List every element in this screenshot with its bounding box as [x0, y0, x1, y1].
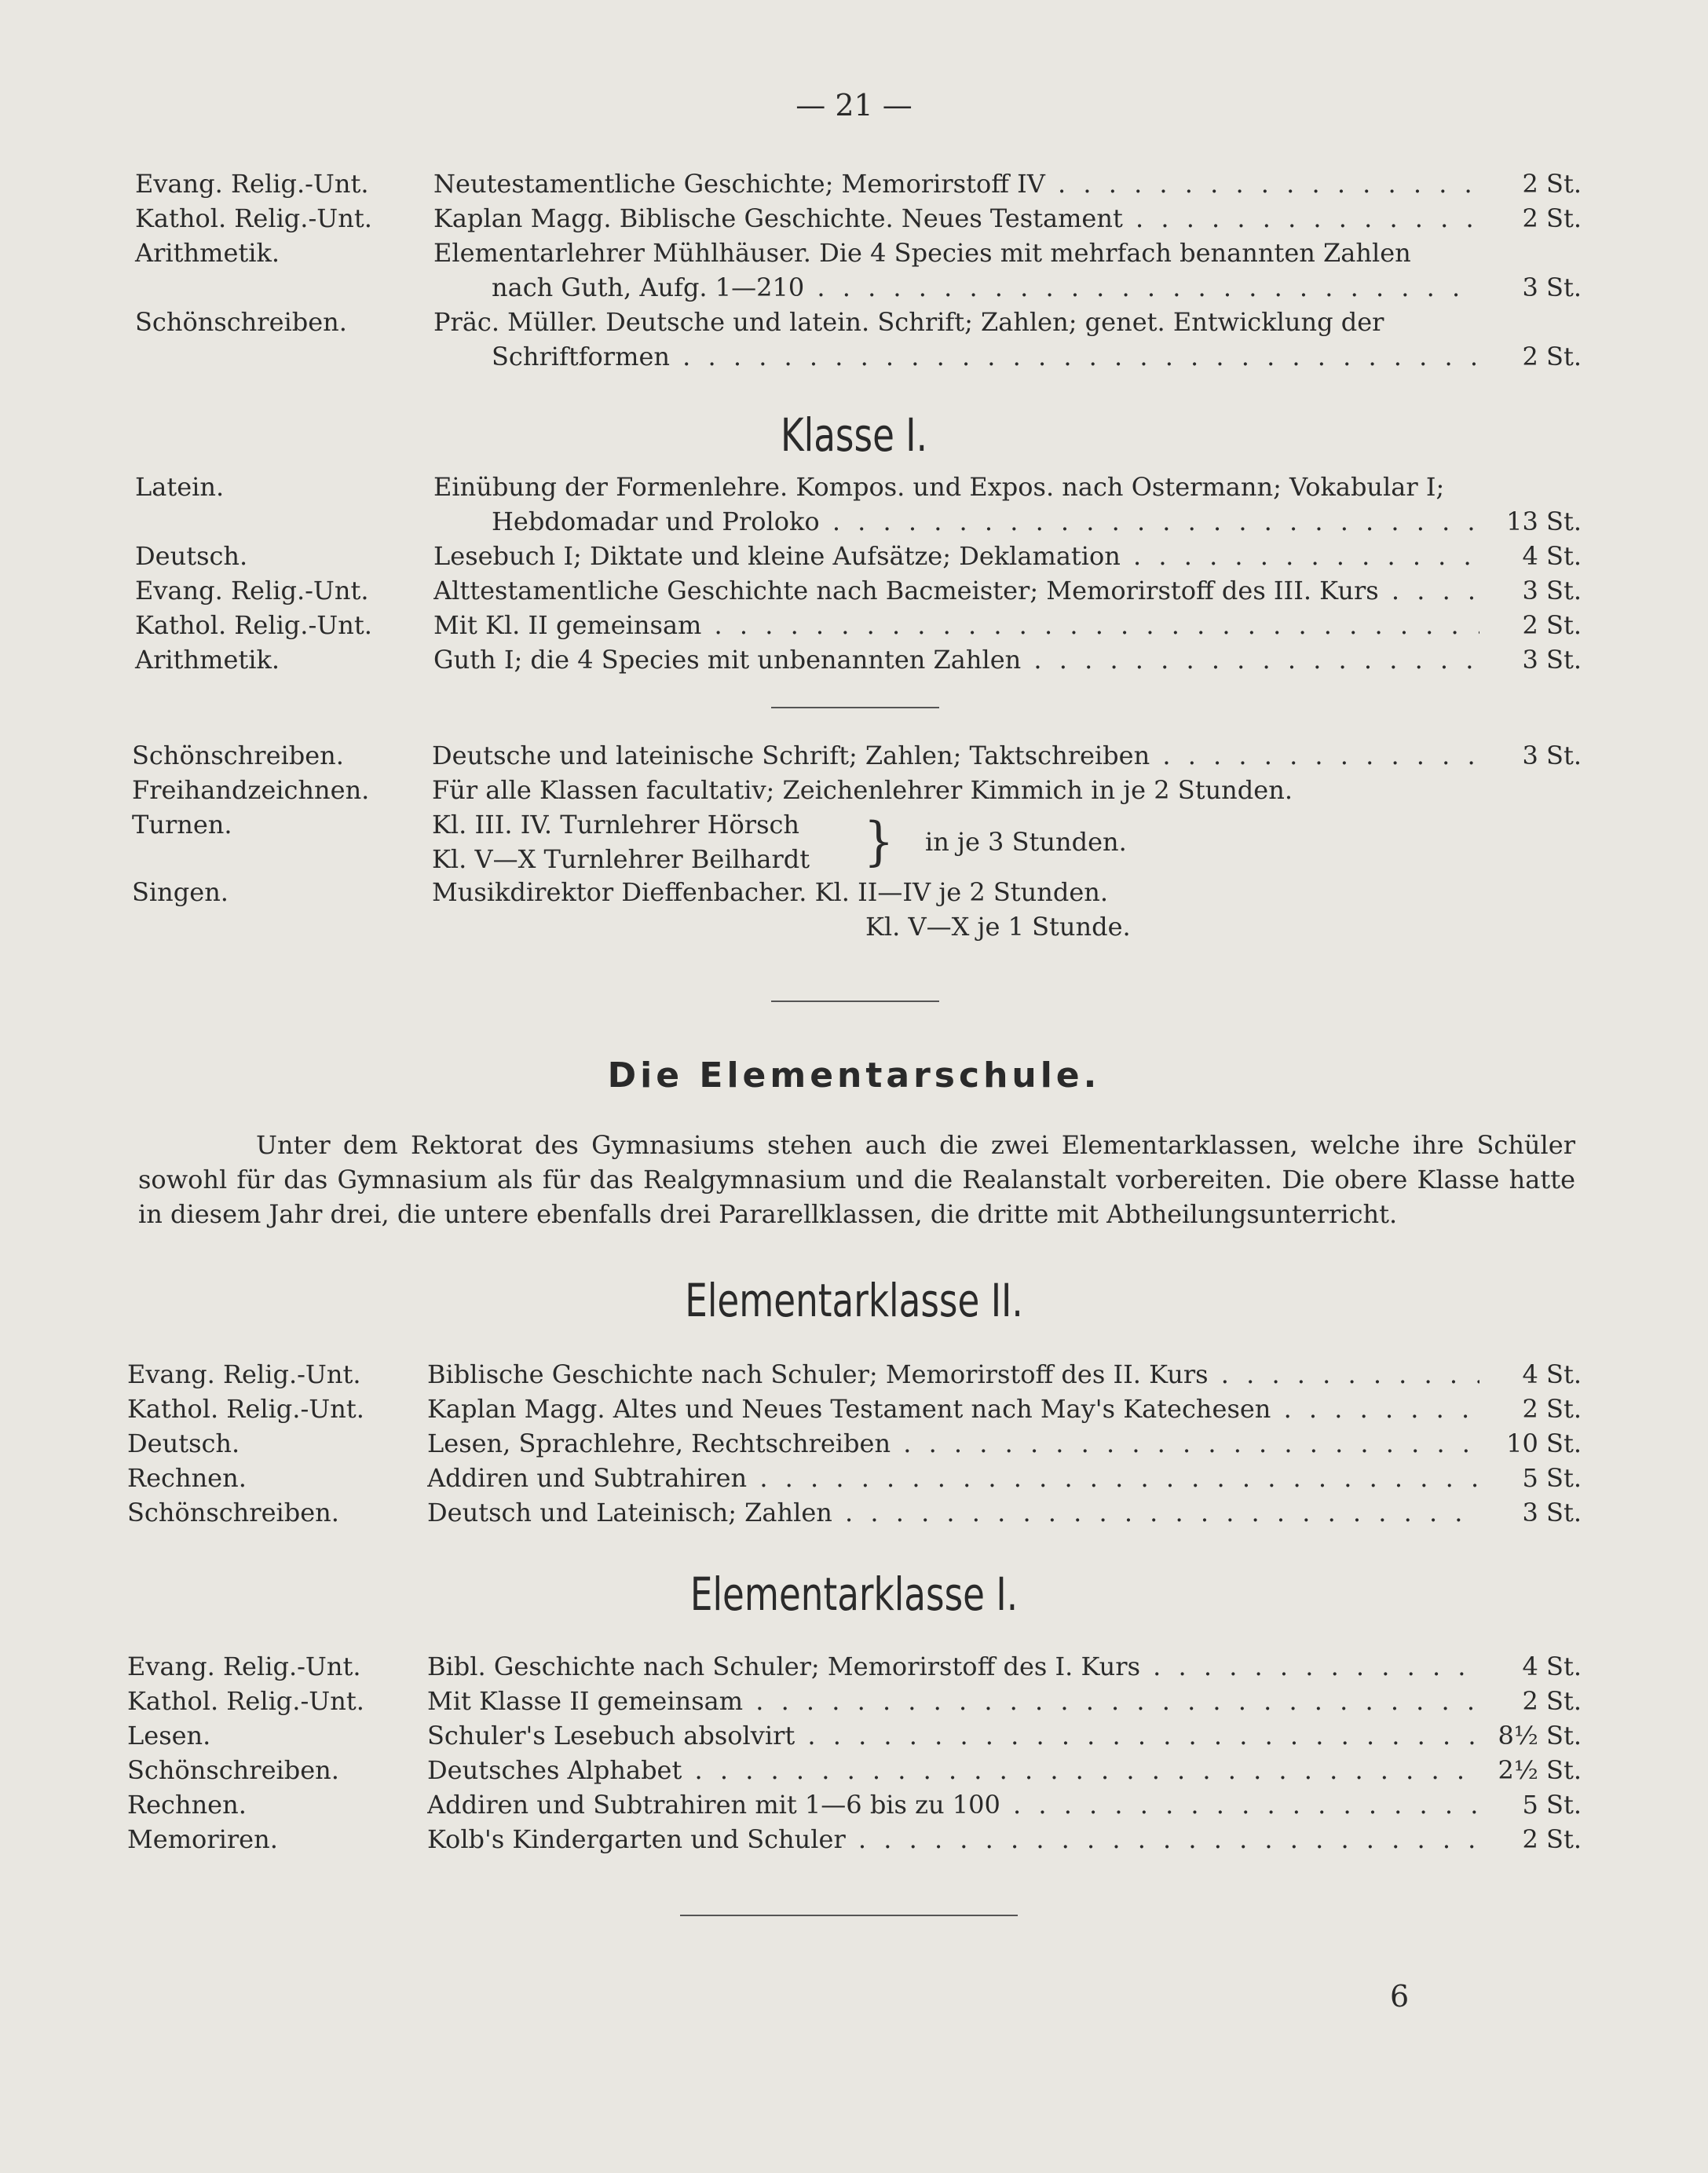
table-row	[135, 573, 1582, 608]
turnen-suffix: in je 3 Stunden.	[925, 827, 1127, 857]
table-row	[135, 642, 1582, 677]
divider-2	[771, 1001, 939, 1002]
row-description: Biblische Geschichte nach Schuler; Memorirstoff des II. Kurs . . .	[427, 1357, 1479, 1392]
row-description: Lesen, Sprachlehre, Rechtschreiben . . .	[427, 1426, 1479, 1461]
klasse1-table	[135, 470, 1582, 677]
row-description: Addiren und Subtrahiren mit 1—6 bis zu 100 . . .	[427, 1787, 1479, 1822]
turnen-brace: }	[864, 811, 894, 872]
row-subject: Rechnen.	[127, 1463, 247, 1493]
table-row	[135, 608, 1582, 642]
row-description: Neutestamentliche Geschichte; Memorirstoff IV . . .	[433, 166, 1479, 201]
table-row	[127, 1357, 1582, 1392]
elementar1-title: Elementarklasse I.	[689, 1568, 1019, 1621]
row-subject: Evang. Relig.-Unt.	[127, 1652, 361, 1681]
row-subject: Freihandzeichnen.	[132, 775, 370, 805]
row-hours: 10 St.	[1506, 1429, 1582, 1458]
signature-mark: 6	[1390, 1979, 1410, 2014]
singen-row	[132, 875, 1582, 944]
singen-line1: Musikdirektor Dieffenbacher. Kl. II—IV je 2 Stunden.	[432, 877, 1109, 907]
row-description: Lesebuch I; Diktate und kleine Aufsätze; Deklamation . . .	[433, 539, 1479, 573]
table-row	[127, 1426, 1582, 1461]
divider-1	[771, 707, 939, 708]
row-description: Bibl. Geschichte nach Schuler; Memorirstoff des I. Kurs . . .	[427, 1649, 1479, 1684]
row-hours: 2 St.	[1522, 1394, 1582, 1424]
row-subject: Kathol. Relig.-Unt.	[135, 203, 372, 233]
row-hours: 3 St.	[1522, 645, 1582, 675]
row-subject: Schönschreiben.	[135, 307, 347, 337]
row-description: Für alle Klassen facultativ; Zeichenlehrer Kimmich in je 2 Stunden.	[432, 775, 1293, 805]
row-subject: Schönschreiben.	[127, 1498, 339, 1527]
row-hours: 2 St.	[1522, 1686, 1582, 1716]
elementarschule-paragraph: Unter dem Rektorat des Gymnasiums stehen auch die zwei Elementarklassen, welche ihre Schüler sowohl für das Gymnasium als für das Realgymnasium und die Realanstalt vorbereiten. Die obere Klasse hatte in diesem Jahr drei, die untere ebenfalls drei Pararellklassen, die dritte mit Abtheilungsunterricht.	[138, 1130, 1575, 1229]
row-hours: 2 St.	[1522, 610, 1582, 640]
row-subject: Latein.	[135, 472, 225, 502]
table-row	[127, 1753, 1582, 1787]
row-hours: 4 St.	[1522, 541, 1582, 571]
row-subject: Arithmetik.	[135, 238, 280, 268]
row-hours: 3 St.	[1522, 741, 1582, 770]
row-description: Deutsch und Lateinisch; Zahlen . . .	[427, 1495, 1479, 1530]
table-row	[127, 1684, 1582, 1718]
elementar2-table	[127, 1357, 1582, 1530]
elementarschule-title: Die Elementarschule.	[607, 1055, 1101, 1096]
row-hours: 2 St.	[1522, 203, 1582, 233]
row-description: Deutsches Alphabet . . .	[427, 1753, 1479, 1787]
row-subject: Schönschreiben.	[132, 741, 344, 770]
elementar2-title: Elementarklasse II.	[685, 1274, 1023, 1327]
top-schedule-table	[135, 166, 1582, 374]
row-subject: Lesen.	[127, 1721, 211, 1750]
row-description: Kolb's Kindergarten und Schuler . . .	[427, 1822, 1479, 1857]
table-row	[135, 339, 1582, 374]
row-subject: Evang. Relig.-Unt.	[127, 1359, 361, 1389]
turnen-row	[132, 807, 1582, 876]
table-row	[135, 539, 1582, 573]
row-description: Guth I; die 4 Species mit unbenannten Zahlen . . .	[433, 642, 1479, 677]
table-row	[135, 305, 1582, 339]
row-hours: 13 St.	[1506, 507, 1582, 536]
row-description: Mit Kl. II gemeinsam . . .	[433, 608, 1479, 642]
row-hours: 3 St.	[1522, 273, 1582, 302]
elementar1-table	[127, 1649, 1582, 1857]
row-description: Kaplan Magg. Biblische Geschichte. Neues Testament . . .	[433, 201, 1479, 236]
table-row	[127, 1495, 1582, 1530]
row-hours: 5 St.	[1522, 1463, 1582, 1493]
row-subject: Kathol. Relig.-Unt.	[135, 610, 372, 640]
row-subject: Arithmetik.	[135, 645, 280, 675]
row-description: Einübung der Formenlehre. Kompos. und Expos. nach Ostermann; Vokabular I;	[433, 472, 1445, 502]
table-row	[127, 1649, 1582, 1684]
table-row	[127, 1718, 1582, 1753]
row-description: Addiren und Subtrahiren . . .	[427, 1461, 1479, 1495]
row-description: Alttestamentliche Geschichte nach Bacmeister; Memorirstoff des III. Kurs . . .	[433, 573, 1479, 608]
page-number: — 21 —	[795, 88, 913, 123]
row-subject: Kathol. Relig.-Unt.	[127, 1686, 364, 1716]
row-description: Kaplan Magg. Altes und Neues Testament nach May's Katechesen . . .	[427, 1392, 1479, 1426]
table-row	[132, 773, 1582, 807]
row-hours: 2 St.	[1522, 342, 1582, 371]
table-row	[135, 504, 1582, 539]
table-row	[135, 236, 1582, 270]
row-description: Schriftformen . . .	[492, 339, 1479, 374]
turnen-line1: Kl. III. IV. Turnlehrer Hörsch	[432, 810, 800, 840]
row-hours: 4 St.	[1522, 1652, 1582, 1681]
row-description: Schuler's Lesebuch absolvirt . . .	[427, 1718, 1479, 1753]
row-description: Deutsche und lateinische Schrift; Zahlen; Taktschreiben . . .	[432, 738, 1479, 773]
table-row	[135, 470, 1582, 504]
singen-subject: Singen.	[132, 877, 229, 907]
row-subject: Memoriren.	[127, 1824, 278, 1854]
row-description: Mit Klasse II gemeinsam . . .	[427, 1684, 1479, 1718]
table-row	[127, 1822, 1582, 1857]
turnen-line2: Kl. V—X Turnlehrer Beilhardt	[432, 844, 810, 874]
table-row	[127, 1392, 1582, 1426]
row-hours: 5 St.	[1522, 1790, 1582, 1820]
row-description: Hebdomadar und Proloko . . .	[492, 504, 1479, 539]
general-table	[132, 738, 1582, 807]
row-hours: 4 St.	[1522, 1359, 1582, 1389]
row-subject: Deutsch.	[127, 1429, 240, 1458]
row-hours: 3 St.	[1522, 576, 1582, 605]
row-hours: 8½ St.	[1498, 1721, 1582, 1750]
row-hours: 2 St.	[1522, 169, 1582, 199]
klasse1-title: Klasse I.	[780, 408, 928, 462]
turnen-subject: Turnen.	[132, 810, 232, 840]
row-subject: Evang. Relig.-Unt.	[135, 169, 369, 199]
row-description: Präc. Müller. Deutsche und latein. Schrift; Zahlen; genet. Entwicklung der	[433, 307, 1384, 337]
row-hours: 2½ St.	[1498, 1755, 1582, 1785]
row-subject: Deutsch.	[135, 541, 248, 571]
row-subject: Rechnen.	[127, 1790, 247, 1820]
row-subject: Kathol. Relig.-Unt.	[127, 1394, 364, 1424]
singen-line2: Kl. V—X je 1 Stunde.	[865, 912, 1131, 942]
row-subject: Evang. Relig.-Unt.	[135, 576, 369, 605]
row-hours: 3 St.	[1522, 1498, 1582, 1527]
table-row	[135, 201, 1582, 236]
table-row	[127, 1787, 1582, 1822]
table-row	[127, 1461, 1582, 1495]
row-hours: 2 St.	[1522, 1824, 1582, 1854]
divider-3	[680, 1915, 1018, 1916]
table-row	[132, 738, 1582, 773]
row-description: nach Guth, Aufg. 1—210 . . .	[492, 270, 1479, 305]
table-row	[135, 166, 1582, 201]
row-description: Elementarlehrer Mühlhäuser. Die 4 Species mit mehrfach benannten Zahlen	[433, 238, 1411, 268]
table-row	[135, 270, 1582, 305]
row-subject: Schönschreiben.	[127, 1755, 339, 1785]
